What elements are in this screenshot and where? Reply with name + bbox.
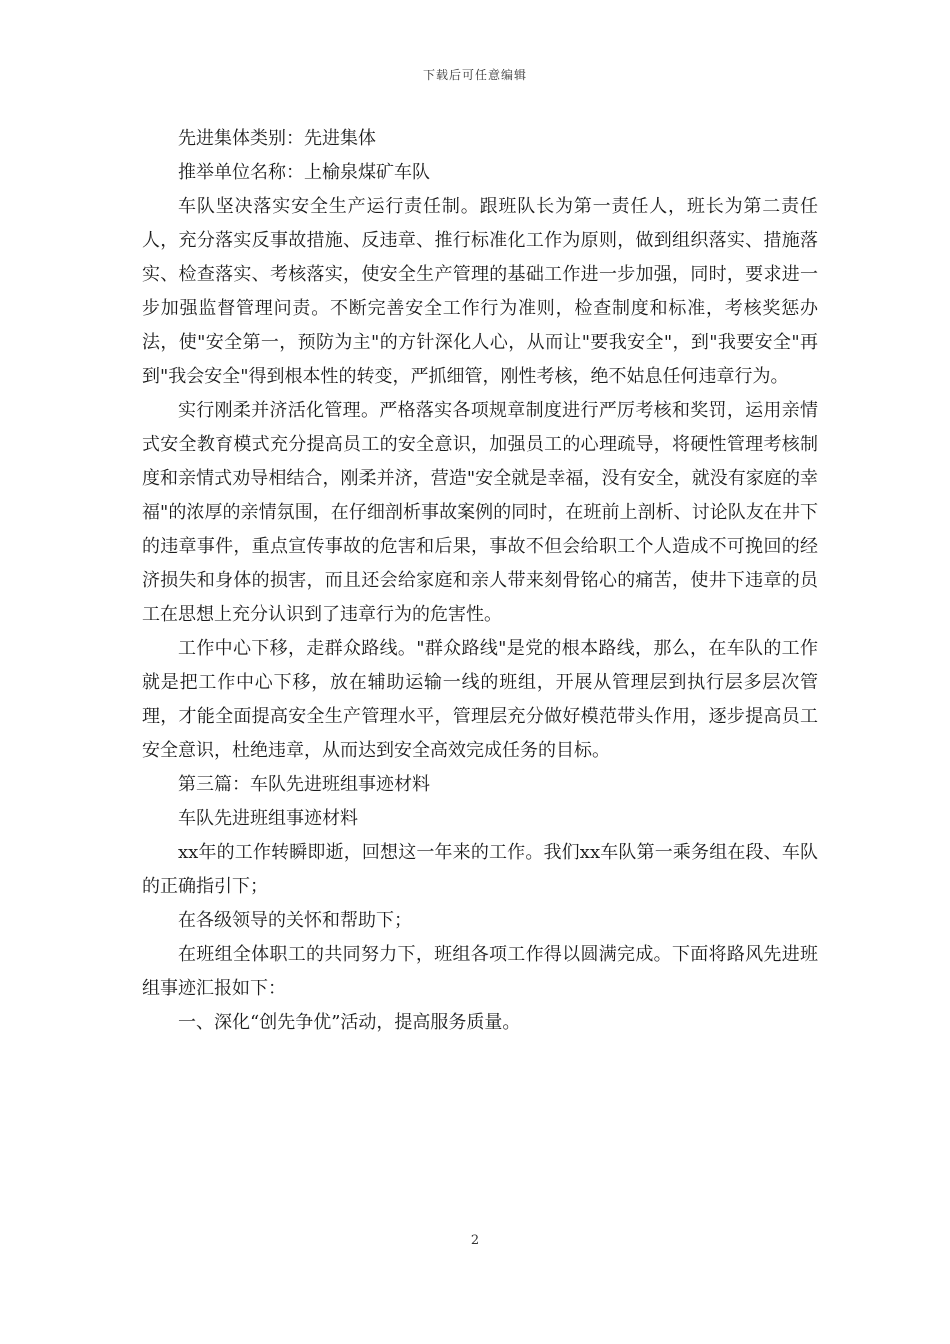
- paragraph-recommending-unit: 推举单位名称：上榆泉煤矿车队: [178, 162, 430, 183]
- paragraph-collective-category: 先进集体类别：先进集体: [178, 128, 376, 149]
- page-number: 2: [470, 1233, 480, 1248]
- paragraph-team-effort: 在班组全体职工的共同努力下，班组各项工作得以圆满完成。下面将路风先进班组事迹汇报如下：: [142, 944, 818, 999]
- paragraph-section-title: 车队先进班组事迹材料: [178, 808, 358, 829]
- paragraph-year-review: xx年的工作转瞬即逝，回想这一年来的工作。我们xx车队第一乘务组在段、车队的正确指引下；: [142, 842, 818, 897]
- paragraph-leadership-care: 在各级领导的关怀和帮助下；: [178, 910, 412, 931]
- paragraph-section-one-heading: 一、深化“创先争优”活动，提高服务质量。: [178, 1012, 521, 1033]
- page-header: 下载后可任意编辑: [422, 68, 527, 82]
- paragraph-flexible-management: 实行刚柔并济活化管理。严格落实各项规章制度进行严厉考核和奖罚，运用亲情式安全教育模式充分提高员工的安全意识，加强员工的心理疏导，将硬性管理考核制度和亲情式劝导相结合，刚柔并济，营造"安全就是幸福，没有安全，就没有家庭的幸福"的浓厚的亲情氛围，在仔细剖析事故案例的同时，在班前上剖析、讨论队友在井下的违章事件，重点宣传事故的危害和后果，事故不但会给职工个人造成不可挽回的经济损失和身体的损害，而且还会给家庭和亲人带来刻骨铭心的痛苦，使井下违章的员工在思想上充分认识到了违章行为的危害性。: [142, 400, 818, 625]
- paragraph-mass-line: 工作中心下移，走群众路线。"群众路线"是党的根本路线，那么，在车队的工作就是把工作中心下移，放在辅助运输一线的班组，开展从管理层到执行层多层次管理，才能全面提高安全生产管理水平，管理层充分做好模范带头作用，逐步提高员工安全意识，杜绝违章，从而达到安全高效完成任务的目标。: [142, 638, 818, 761]
- document-body: [142, 122, 818, 1040]
- paragraph-safety-responsibility: 车队坚决落实安全生产运行责任制。跟班队长为第一责任人，班长为第二责任人，充分落实反事故措施、反违章、推行标准化工作为原则，做到组织落实、措施落实、检查落实、考核落实，使安全生产管理的基础工作进一步加强，同时，要求进一步加强监督管理问责。不断完善安全工作行为准则，检查制度和标准，考核奖惩办法，使"安全第一，预防为主"的方针深化人心，从而让"要我安全"，到"我要安全"再到"我会安全"得到根本性的转变，严抓细管，刚性考核，绝不姑息任何违章行为。: [142, 196, 818, 387]
- paragraph-part-three-title: 第三篇：车队先进班组事迹材料: [178, 774, 430, 795]
